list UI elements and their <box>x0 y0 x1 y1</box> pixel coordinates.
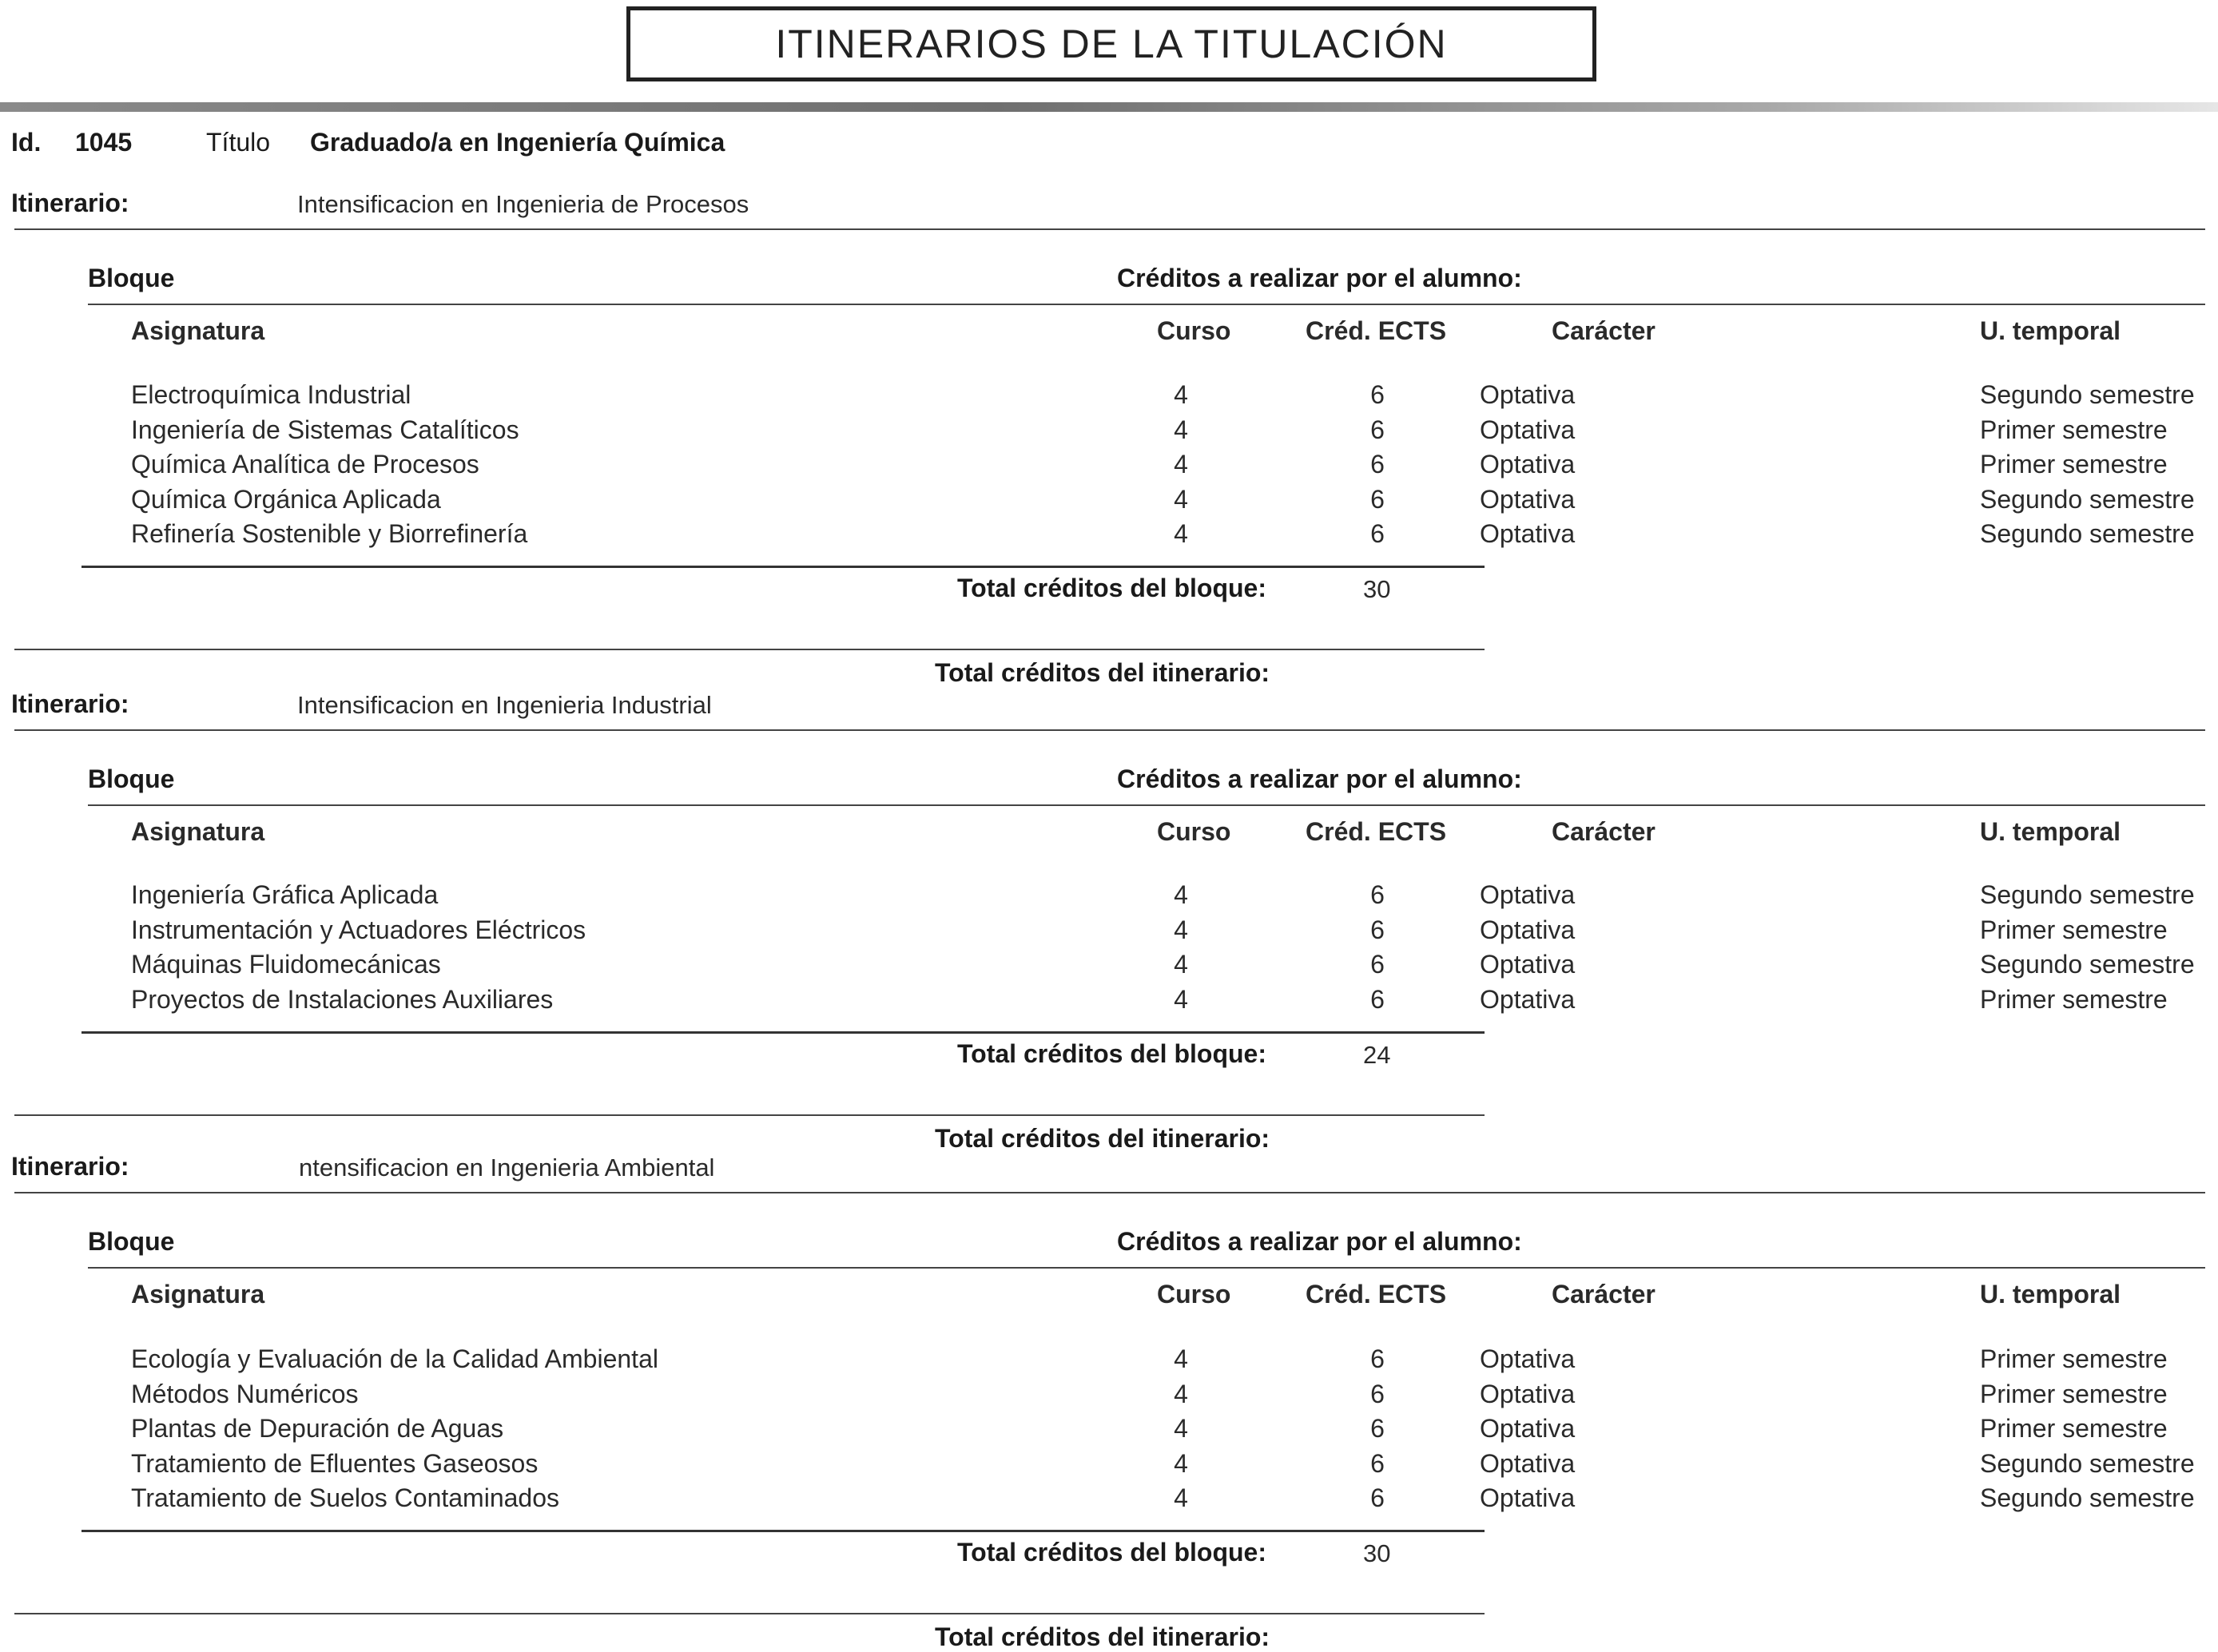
temporal-cell: Primer semestre <box>1980 450 2168 479</box>
itinerario-name: ntensificacion en Ingenieria Ambiental <box>299 1154 715 1181</box>
caracter-cell: Optativa <box>1480 1483 1576 1512</box>
curso-cell: 4 <box>1174 1448 1188 1478</box>
ects-cell: 6 <box>1370 880 1385 909</box>
ects-cell: 6 <box>1370 1414 1385 1443</box>
curso-cell: 4 <box>1174 1379 1188 1408</box>
col-asignatura: Asignatura <box>131 316 265 345</box>
col-asignatura: Asignatura <box>131 817 265 846</box>
asignatura-cell: Electroquímica Industrial <box>131 380 411 409</box>
temporal-cell: Primer semestre <box>1980 1379 2168 1408</box>
curso-cell: 4 <box>1174 484 1188 514</box>
caracter-cell: Optativa <box>1480 1344 1576 1373</box>
caracter-cell: Optativa <box>1480 1414 1576 1443</box>
total-bloque-value: 24 <box>1363 1040 1391 1069</box>
total-itinerario-label: Total créditos del itinerario: <box>935 1622 1270 1651</box>
col-curso: Curso <box>1157 316 1231 345</box>
temporal-cell: Primer semestre <box>1980 915 2168 944</box>
table-row <box>0 950 2218 982</box>
table-row <box>0 415 2218 447</box>
titulo-value: Graduado/a en Ingeniería Química <box>310 128 725 157</box>
temporal-cell: Primer semestre <box>1980 984 2168 1014</box>
curso-cell: 4 <box>1174 1483 1188 1512</box>
bloque-rule <box>88 1267 2205 1269</box>
id-value: 1045 <box>75 128 133 157</box>
total-itinerario-label: Total créditos del itinerario: <box>935 658 1270 687</box>
caracter-cell: Optativa <box>1480 519 1576 548</box>
ects-cell: 6 <box>1370 950 1385 979</box>
bloque-total-rule <box>81 1031 1485 1034</box>
temporal-cell: Primer semestre <box>1980 1414 2168 1443</box>
table-row <box>0 1380 2218 1412</box>
caracter-cell: Optativa <box>1480 415 1576 444</box>
caracter-cell: Optativa <box>1480 950 1576 979</box>
temporal-cell: Segundo semestre <box>1980 380 2195 409</box>
caracter-cell: Optativa <box>1480 915 1576 944</box>
caracter-cell: Optativa <box>1480 1379 1576 1408</box>
caracter-cell: Optativa <box>1480 450 1576 479</box>
temporal-cell: Segundo semestre <box>1980 1448 2195 1478</box>
asignatura-cell: Refinería Sostenible y Biorrefinería <box>131 519 528 548</box>
total-bloque-label: Total créditos del bloque: <box>957 1538 1266 1567</box>
ects-cell: 6 <box>1370 380 1385 409</box>
titulo-label: Título <box>206 128 271 157</box>
col-u-temporal: U. temporal <box>1980 316 2121 345</box>
col-cred-ects: Créd. ECTS <box>1306 1280 1447 1308</box>
itinerario-rule <box>14 228 2205 230</box>
asignatura-cell: Ingeniería Gráfica Aplicada <box>131 880 439 909</box>
temporal-cell: Segundo semestre <box>1980 519 2195 548</box>
ects-cell: 6 <box>1370 1448 1385 1478</box>
caracter-cell: Optativa <box>1480 484 1576 514</box>
itinerario-total-rule <box>14 649 1485 650</box>
itinerario-rule <box>14 1192 2205 1193</box>
total-bloque-value: 30 <box>1363 575 1391 603</box>
table-row <box>0 1449 2218 1481</box>
table-row <box>0 1414 2218 1446</box>
creditos-alumno-label: Créditos a realizar por el alumno: <box>1117 1227 1522 1256</box>
caracter-cell: Optativa <box>1480 1448 1576 1478</box>
col-caracter: Carácter <box>1552 316 1656 345</box>
curso-cell: 4 <box>1174 880 1188 909</box>
temporal-cell: Primer semestre <box>1980 415 2168 444</box>
table-row <box>0 485 2218 517</box>
col-curso: Curso <box>1157 1280 1231 1308</box>
temporal-cell: Segundo semestre <box>1980 950 2195 979</box>
ects-cell: 6 <box>1370 1344 1385 1373</box>
page-title <box>626 6 1596 81</box>
table-row <box>0 380 2218 412</box>
caracter-cell: Optativa <box>1480 984 1576 1014</box>
ects-cell: 6 <box>1370 1379 1385 1408</box>
temporal-cell: Primer semestre <box>1980 1344 2168 1373</box>
bloque-total-rule <box>81 1530 1485 1532</box>
itinerario-name: Intensificacion en Ingenieria Industrial <box>297 691 712 719</box>
ects-cell: 6 <box>1370 484 1385 514</box>
total-bloque-value: 30 <box>1363 1539 1391 1567</box>
col-cred-ects: Créd. ECTS <box>1306 817 1447 846</box>
id-label: Id. <box>11 128 42 157</box>
table-row <box>0 985 2218 1017</box>
col-caracter: Carácter <box>1552 817 1656 846</box>
col-u-temporal: U. temporal <box>1980 817 2121 846</box>
asignatura-cell: Proyectos de Instalaciones Auxiliares <box>131 984 554 1014</box>
bloque-label: Bloque <box>88 1227 175 1256</box>
bloque-rule <box>88 304 2205 305</box>
curso-cell: 4 <box>1174 519 1188 548</box>
itinerario-label: Itinerario: <box>11 689 129 718</box>
curso-cell: 4 <box>1174 450 1188 479</box>
curso-cell: 4 <box>1174 950 1188 979</box>
asignatura-cell: Química Analítica de Procesos <box>131 450 479 479</box>
itinerario-total-rule <box>14 1114 1485 1116</box>
curso-cell: 4 <box>1174 415 1188 444</box>
table-row <box>0 450 2218 482</box>
asignatura-cell: Máquinas Fluidomecánicas <box>131 950 441 979</box>
table-row <box>0 880 2218 912</box>
ects-cell: 6 <box>1370 1483 1385 1512</box>
temporal-cell: Segundo semestre <box>1980 880 2195 909</box>
asignatura-cell: Métodos Numéricos <box>131 1379 359 1408</box>
asignatura-cell: Ecología y Evaluación de la Calidad Ambiental <box>131 1344 658 1373</box>
temporal-cell: Segundo semestre <box>1980 484 2195 514</box>
asignatura-cell: Química Orgánica Aplicada <box>131 484 441 514</box>
ects-cell: 6 <box>1370 519 1385 548</box>
curso-cell: 4 <box>1174 380 1188 409</box>
itinerario-total-rule <box>14 1613 1485 1614</box>
bloque-label: Bloque <box>88 764 175 793</box>
table-row <box>0 1344 2218 1376</box>
itinerario-name: Intensificacion en Ingenieria de Procesos <box>297 190 749 218</box>
ects-cell: 6 <box>1370 450 1385 479</box>
col-asignatura: Asignatura <box>131 1280 265 1308</box>
table-row <box>0 519 2218 551</box>
header-gradient-rule <box>0 102 2218 112</box>
total-itinerario-label: Total créditos del itinerario: <box>935 1123 1270 1153</box>
asignatura-cell: Instrumentación y Actuadores Eléctricos <box>131 915 586 944</box>
itinerario-label: Itinerario: <box>11 189 129 217</box>
total-bloque-label: Total créditos del bloque: <box>957 574 1266 602</box>
asignatura-cell: Plantas de Depuración de Aguas <box>131 1414 504 1443</box>
itinerario-label: Itinerario: <box>11 1152 129 1181</box>
creditos-alumno-label: Créditos a realizar por el alumno: <box>1117 264 1522 292</box>
table-row <box>0 915 2218 947</box>
caracter-cell: Optativa <box>1480 380 1576 409</box>
page-title-text: ITINERARIOS DE LA TITULACIÓN <box>775 22 1448 66</box>
curso-cell: 4 <box>1174 984 1188 1014</box>
asignatura-cell: Tratamiento de Efluentes Gaseosos <box>131 1448 539 1478</box>
itinerario-rule <box>14 729 2205 731</box>
bloque-total-rule <box>81 566 1485 568</box>
col-u-temporal: U. temporal <box>1980 1280 2121 1308</box>
bloque-rule <box>88 804 2205 806</box>
col-caracter: Carácter <box>1552 1280 1656 1308</box>
total-bloque-label: Total créditos del bloque: <box>957 1038 1266 1068</box>
curso-cell: 4 <box>1174 915 1188 944</box>
creditos-alumno-label: Créditos a realizar por el alumno: <box>1117 764 1522 793</box>
curso-cell: 4 <box>1174 1344 1188 1373</box>
temporal-cell: Segundo semestre <box>1980 1483 2195 1512</box>
table-row <box>0 1483 2218 1515</box>
curso-cell: 4 <box>1174 1414 1188 1443</box>
col-curso: Curso <box>1157 817 1231 846</box>
ects-cell: 6 <box>1370 984 1385 1014</box>
bloque-label: Bloque <box>88 264 175 292</box>
caracter-cell: Optativa <box>1480 880 1576 909</box>
ects-cell: 6 <box>1370 915 1385 944</box>
ects-cell: 6 <box>1370 415 1385 444</box>
col-cred-ects: Créd. ECTS <box>1306 316 1447 345</box>
asignatura-cell: Ingeniería de Sistemas Catalíticos <box>131 415 519 444</box>
asignatura-cell: Tratamiento de Suelos Contaminados <box>131 1483 559 1512</box>
